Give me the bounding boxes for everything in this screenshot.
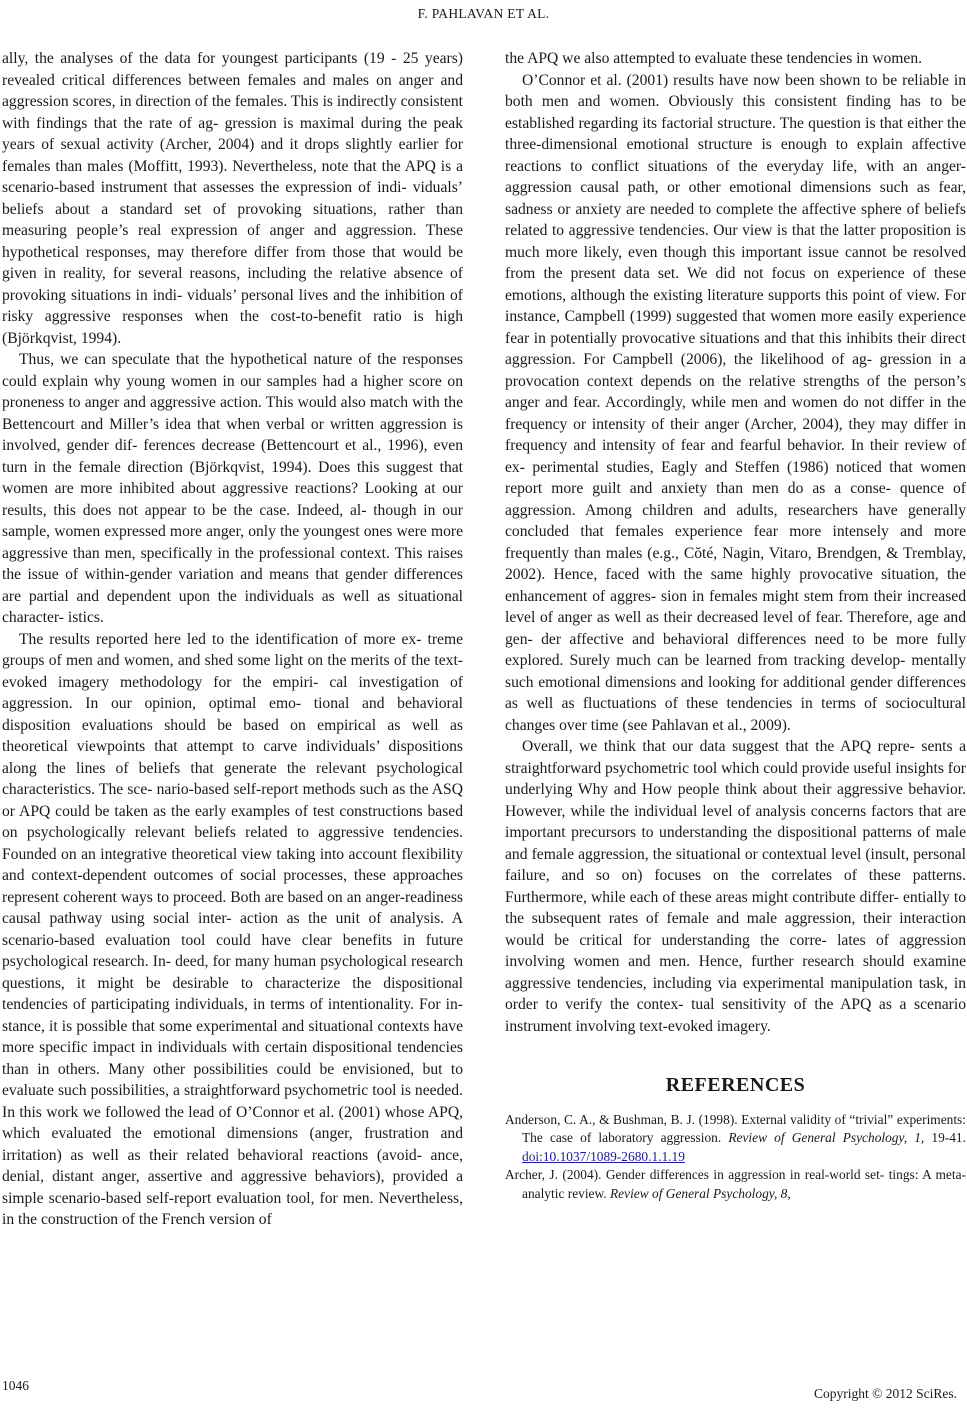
- body-paragraph: the APQ we also attempted to evaluate these tendencies in women.: [505, 50, 923, 67]
- reference-journal: Review of General Psychology, 8,: [610, 1185, 791, 1201]
- reference-text: Archer, J. (2004). Gender differences in aggression in real-world set- tings: A meta-analytic review.: [505, 1167, 966, 1201]
- reference-text: Anderson, C. A., & Bushman, B. J. (1998). External validity of “trivial” experiments: The case of laboratory aggression.: [505, 1111, 966, 1145]
- reference-pages: 19-41.: [931, 1130, 966, 1145]
- reference-entry: [505, 1166, 966, 1203]
- body-paragraph: O’Connor et al. (2001) results have now been shown to be reliable in both men and women. Obviously this consistent finding has to be established regarding its factorial structure. The question is that either the three-dimensional emotional structure is enough to explain affective reactions to conflict situations of the everyday life, with an anger-aggression causal path, or other emotional dimensions such as fear, sadness or anxiety are needed to complete the affective sphere of beliefs related to aggressive tendencies. Our view is that the latter proposition is much more likely, even though this important issue cannot be resolved from the present data set. We did not focus on experience of these emotions, although the existing literature supports this point of view. For instance, Campbell (1999) suggested that women more easily experience fear in potentially provocative situations and that this inhibits their direct aggression. For Campbell (2006), the likelihood of ag- gression in a provocation context depends on the relative strengths of the person’s anger and fear. Accordingly, while men and women do not differ in the frequency or intensity of their anger (Archer, 2004), they may differ in frequency and intensity of fear and fearful behavior. In their review of ex- perimental studies, Eagly and Steffen (1986) noticed that women report more guilt and anxiety than men do as a conse- quence of aggression. Among children and adults, researchers have generally concluded that females experience fear more intensely and more frequently than males (e.g., Cŏté, Nagin, Vitaro, Brendgen, & Tremblay, 2002). Hence, faced with the same highly provocative situation, the enhancement of aggres- sion in females might stem from their increased level of anger as well as their decreased level of fear. Therefore, age and gen- der affective and behavioral differences need to be more fully explored. Surely much can be learned from tracking develop- mentally such emotional dimensions and looking for additional gender differences as well as fluctuations of these tendencies in terms of sociocultural changes over time (see Pahlavan et al., 2009).: [505, 71, 966, 734]
- copyright-notice: Copyright © 2012 SciRes.: [813, 1386, 957, 1401]
- reference-journal: Review of General Psychology, 1,: [728, 1130, 925, 1145]
- doi-link[interactable]: doi:10.1037/1089-2680.1.1.19: [522, 1148, 685, 1164]
- right-column: [505, 48, 966, 1203]
- left-column: [2, 48, 463, 1231]
- body-paragraph: The results reported here led to the identification of more ex- treme groups of men and women, and shed some light on the merits of the text-evoked imagery methodology for the empiri- cal investigation of aggression. In our opinion, optimal emo- tional and behavioral disposition evaluations should be based on empirical as well as theoretical viewpoints that attempt to carve individuals’ dispositions along the lines of beliefs that generate the relevant psychological characteristics. The sce- nario-based self-report methods such as the ASQ or APQ could be taken as the early examples of test constructions based on psychologically relevant beliefs related to aggressive tendencies. Founded on an integrative theoretical view taking into account flexibility and context-dependent outcomes of social processes, these approaches represent coherent ways to proceed. Both are based on an anger-readiness causal pathway using social inter- action as the unit of analysis. A scenario-based evaluation tool could have clear benefits in future psychological research. In- deed, for many human psychological research questions, it might be desirable to characterize the dispositional tendencies of participating individuals, in terms of intentionality. For in- stance, it is possible that some experimental and situational contexts have more specific impact in individuals with certain dispositional tendencies than in others. Many other possibilities could be envisioned, but to evaluate such possibilities, a straightforward psychometric tool is needed. In this work we followed the lead of O’Connor et al. (2001) whose APQ, which evaluated the emotional dimensions (anger, frustration and irritation) as well as their related behavioral reactions (avoid- ance, denial, distant anger, assertive and aggressive behaviors), provided a simple scenario-based self-report evaluation tool, for men. Nevertheless, in the construction of the French version of: [2, 630, 463, 1228]
- reference-entry: [505, 1111, 966, 1167]
- body-paragraph: ally, the analyses of the data for youngest participants (19 - 25 years) revealed critical differences between females and males on anger and aggression scores, in direction of the females. This is indirectly consistent with findings that the rate of ag- gression is maximal during the peak years of sexual activity (Archer, 2004) and it drops slightly earlier for females than males (Moffitt, 1993). Nevertheless, note that the APQ is a scenario-based instrument that assesses the expression of indi- viduals’ beliefs about a standard set of provoking situations, rather than measuring people’s real expression of anger and aggression. These hypothetical responses, may therefore differ from those that would be given in reality, for several reasons, including the relative absence of provoking situations in indi- viduals’ personal lives and the inhibition of risky aggressive responses when the cost-to-benefit ratio is high (Björkqvist, 1994).: [2, 50, 463, 347]
- body-paragraph: Thus, we can speculate that the hypothetical nature of the responses could explain why young women in our samples had a higher score on proneness to anger and aggressive action. This would also match with the Bettencourt and Miller’s idea that when verbal or written aggression is involved, gender dif- ferences decrease (Bettencourt et al., 1996), even turn in the female direction (Björkqvist, 1994). Does this suggest that women are more inhibited about aggressive reactions? Looking at our results, this does not appear to be the case. Indeed, al- though in our sample, women expressed more anger, only the youngest ones were more aggressive than men, specifically in the professional context. This raises the issue of within-gender variation and means that gender differences are partial and dependent upon the individuals as well as situational character- istics.: [2, 351, 463, 626]
- running-head: F. PAHLAVAN ET AL.: [417, 6, 550, 21]
- references-heading: REFERENCES: [665, 1074, 806, 1096]
- page-number: 1046: [2, 1378, 29, 1393]
- body-paragraph: Overall, we think that our data suggest that the APQ repre- sents a straightforward psychometric tool which could provide useful insights for underlying Why and How people think about their aggressive behavior. However, while the individual level of analysis concerns factors that are important precursors to understanding the dispositional patterns of male and female aggression, the situational or contextual level (insult, personal failure, and so on) focuses on the correlates of these patterns. Furthermore, while each of these areas might contribute differ- entially to the subsequent rates of female and male aggression, their interaction would be critical for understanding the corre- lates of aggression involving women and men. Hence, further research should examine aggressive tendencies, including via experimental manipulation task, in order to verify the contex- tual sensitivity of the APQ as a scenario instrument involving text-evoked imagery.: [505, 738, 966, 1035]
